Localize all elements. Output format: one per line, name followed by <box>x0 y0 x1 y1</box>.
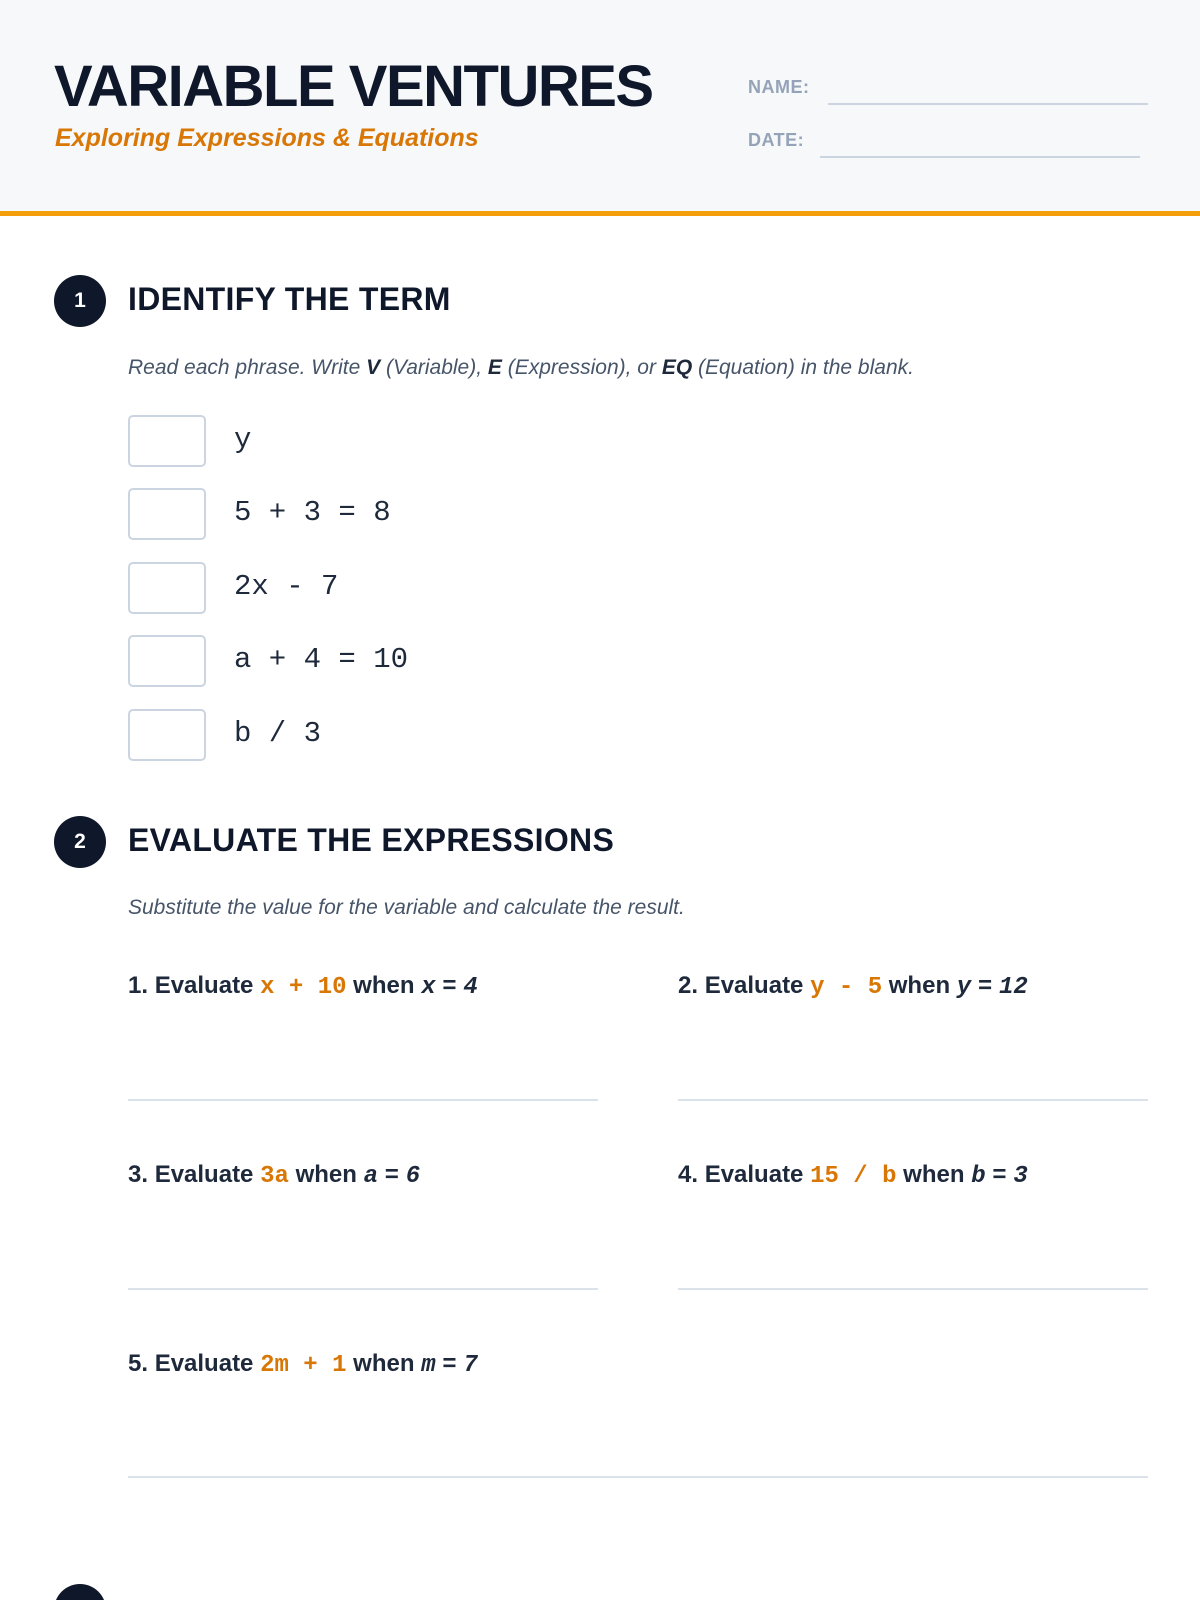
problem-value: 3 <box>1013 1163 1028 1190</box>
problem-value: 12 <box>998 974 1028 1001</box>
problem-variable: x <box>421 974 436 1001</box>
term-item <box>128 488 728 540</box>
problem-number: 3. <box>128 1161 149 1188</box>
when-word: when <box>888 972 951 999</box>
when-word: when <box>353 972 415 999</box>
date-label: DATE: <box>748 130 805 150</box>
answer-line-1[interactable] <box>128 1099 598 1101</box>
term-expression: y <box>234 423 252 456</box>
when-word: when <box>295 1161 357 1188</box>
problem-expression: 15 / b <box>810 1163 897 1190</box>
worksheet-header <box>0 0 1200 216</box>
problem-5 <box>128 1350 598 1379</box>
name-label: NAME: <box>748 77 810 97</box>
instr-text-4: (Equation) in the blank. <box>692 356 914 379</box>
instr-text-3: (Expression), or <box>501 356 662 379</box>
evaluate-word: Evaluate <box>704 1161 804 1188</box>
term-expression: 5 + 3 = 8 <box>234 496 391 529</box>
problem-number: 4. <box>678 1161 699 1188</box>
problem-number: 5. <box>128 1350 149 1377</box>
answer-line-4[interactable] <box>678 1288 1148 1290</box>
answer-box[interactable] <box>128 635 206 687</box>
answer-line-5[interactable] <box>128 1476 1148 1478</box>
section-2-title: EVALUATE THE EXPRESSIONS <box>128 822 615 858</box>
answer-box[interactable] <box>128 415 206 467</box>
evaluate-word: Evaluate <box>704 972 804 999</box>
term-expression: a + 4 = 10 <box>234 643 409 676</box>
equals-sign: = <box>992 1163 1007 1190</box>
problem-value: 7 <box>463 1352 478 1379</box>
problem-number: 2. <box>678 972 699 999</box>
instr-code-eq: EQ <box>661 356 693 379</box>
section-3-badge <box>54 1584 106 1600</box>
section-1-instructions <box>128 356 914 380</box>
section-2-badge: 2 <box>54 816 106 868</box>
answer-line-2[interactable] <box>678 1099 1148 1101</box>
worksheet-title: VARIABLE VENTURES <box>54 54 653 119</box>
date-field[interactable] <box>820 156 1140 158</box>
term-item <box>128 709 728 761</box>
when-word: when <box>903 1161 965 1188</box>
problem-2 <box>678 972 1148 1001</box>
equals-sign: = <box>384 1163 400 1190</box>
name-field[interactable] <box>828 103 1148 105</box>
problem-number: 1. <box>128 972 149 999</box>
answer-box[interactable] <box>128 709 206 761</box>
problem-variable: m <box>421 1352 436 1379</box>
evaluate-word: Evaluate <box>154 1350 254 1377</box>
problem-4 <box>678 1161 1148 1190</box>
equals-sign: = <box>442 974 457 1001</box>
problem-1 <box>128 972 598 1001</box>
problem-expression: x + 10 <box>260 974 347 1001</box>
problem-value: 4 <box>463 974 478 1001</box>
equals-sign: = <box>442 1352 457 1379</box>
evaluate-word: Evaluate <box>154 1161 254 1188</box>
problem-expression: 3a <box>260 1163 289 1190</box>
answer-box[interactable] <box>128 488 206 540</box>
section-1-badge: 1 <box>54 275 106 327</box>
answer-line-3[interactable] <box>128 1288 598 1290</box>
problem-expression: y - 5 <box>810 974 883 1001</box>
instr-text-2: (Variable), <box>380 356 488 379</box>
problem-variable: a <box>363 1163 378 1190</box>
answer-box[interactable] <box>128 562 206 614</box>
instr-code-v: V <box>366 356 381 379</box>
problem-expression: 2m + 1 <box>260 1352 347 1379</box>
equals-sign: = <box>977 974 993 1001</box>
section-2-instructions: Substitute the value for the variable and calculate the result. <box>128 896 685 919</box>
term-expression: b / 3 <box>234 717 322 750</box>
problem-variable: b <box>971 1163 986 1190</box>
problem-3 <box>128 1161 598 1190</box>
instr-code-e: E <box>487 356 502 379</box>
section-1-title: IDENTIFY THE TERM <box>128 281 451 317</box>
instr-text-1: Read each phrase. Write <box>128 356 367 379</box>
when-word: when <box>353 1350 415 1377</box>
term-item <box>128 415 728 467</box>
evaluate-word: Evaluate <box>154 972 254 999</box>
term-expression: 2x - 7 <box>234 570 339 603</box>
problem-variable: y <box>956 974 972 1001</box>
worksheet-subtitle: Exploring Expressions & Equations <box>55 124 479 152</box>
term-item <box>128 635 728 687</box>
problem-value: 6 <box>405 1163 421 1190</box>
term-item <box>128 562 728 614</box>
